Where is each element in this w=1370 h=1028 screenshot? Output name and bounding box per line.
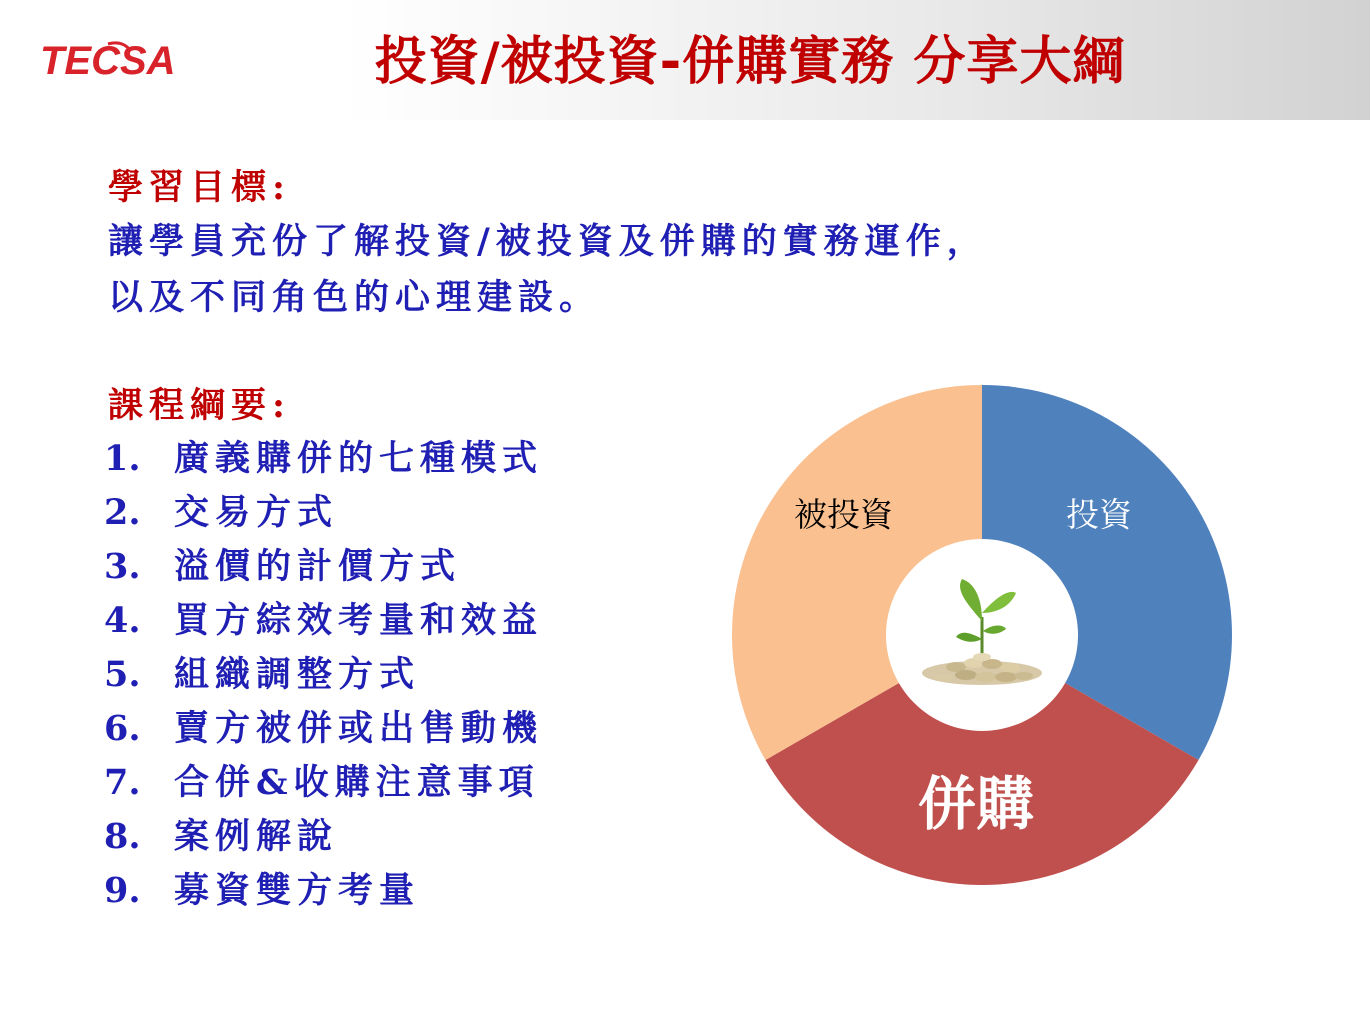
segment-label-merger: 併購 [918, 770, 1035, 838]
outline-item-text: 賣方被併或出售動機 [174, 708, 544, 749]
outline-item-number: 1. [104, 438, 141, 479]
objectives-label: 學習目標: [108, 167, 291, 208]
outline-item-number: 8. [104, 816, 141, 857]
outline-item-number: 3. [104, 546, 141, 587]
segment-label-investment: 投資 [1066, 495, 1132, 534]
outline-item-text: 案例解說 [174, 816, 339, 857]
segment-label-invested: 被投資 [794, 495, 893, 534]
investment-cycle-diagram [732, 385, 1232, 885]
outline-item-text: 組織調整方式 [174, 654, 421, 695]
logo-text: TECSA [40, 39, 176, 82]
outline-item [104, 648, 543, 702]
outline-item-text: 溢價的計價方式 [174, 546, 462, 587]
outline-item-text: 廣義購併的七種模式 [174, 438, 544, 479]
outline-item-number: 4. [104, 600, 141, 641]
outline-item-text: 合併&收購注意事項 [174, 762, 540, 803]
outline-item [104, 432, 543, 486]
objectives-line-1: 讓學員充份了解投資/被投資及併購的實務運作， [108, 221, 988, 262]
outline-label: 課程綱要: [108, 385, 291, 426]
outline-item-number: 5. [104, 654, 141, 695]
outline-list [104, 432, 543, 918]
outline-item [104, 486, 543, 540]
outline-item [104, 810, 543, 864]
outline-item-text: 買方綜效考量和效益 [174, 600, 544, 641]
plant-on-coins-icon [886, 539, 1078, 731]
outline-item [104, 702, 543, 756]
outline-item-number: 6. [104, 708, 141, 749]
outline-item-number: 9. [104, 870, 141, 911]
outline-item-text: 交易方式 [174, 492, 339, 533]
outline-item [104, 594, 543, 648]
outline-item [104, 540, 543, 594]
outline-item-text: 募資雙方考量 [174, 870, 421, 911]
outline-item-number: 2. [104, 492, 141, 533]
outline-item [104, 756, 543, 810]
objectives-line-2: 以及不同角色的心理建設。 [108, 277, 601, 318]
outline-item-number: 7. [104, 762, 141, 803]
tecsa-logo [38, 38, 198, 82]
outline-item [104, 864, 543, 918]
page-title: 投資/被投資-併購實務 分享大綱 [374, 32, 1126, 92]
